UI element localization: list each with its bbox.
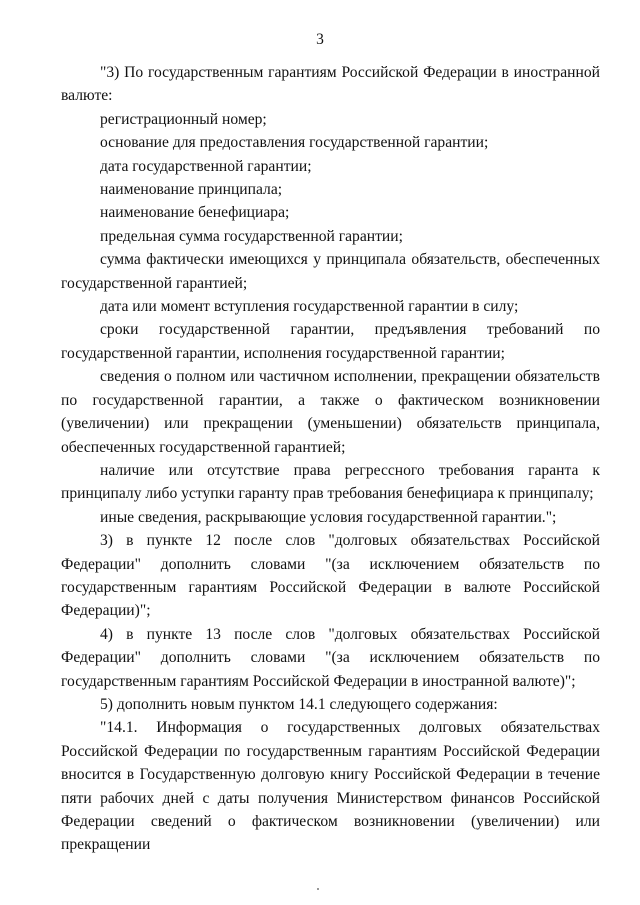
paragraph: 5) дополнить новым пунктом 14.1 следующего содержания: — [100, 695, 498, 713]
paragraph: сумма фактически имеющихся у принципала обязательств, обеспеченных государственной гарантией; — [61, 251, 600, 292]
paragraph: сведения о полном или частичном исполнении, прекращении обязательств по государственной гарантии, а также о фактическом возникновении (увеличении) или прекращении (уменьшении) обязательств принципала, обеспеченных государственной гарантией; — [61, 368, 600, 456]
paragraph: наименование бенефициара; — [100, 204, 290, 222]
paragraph: сроки государственной гарантии, предъявления требований по государственной гарантии, исполнения государственной гарантии; — [61, 321, 600, 362]
paragraph: наличие или отсутствие права регрессного требования гаранта к принципалу либо уступки гаранту прав требования бенефициара к принципалу; — [61, 461, 600, 503]
paragraph: 4) в пункте 13 после слов "долговых обязательствах Российской Федерации" дополнить словами "(за исключением обязательств по государственным гарантиям Российской Федерации в иностранной валюте)"; — [61, 625, 600, 690]
page-number: 3 — [316, 31, 324, 48]
document-body — [61, 61, 600, 857]
paragraph: предельная сумма государственной гарантии; — [100, 227, 403, 245]
paragraph: "14.1. Информация о государственных долговых обязательствах Российской Федерации по государственным гарантиям Российской Федерации вносится в Государственную долговую книгу Российской Федерации в течение пяти рабочих дней с даты получения Министерством финансов Российской Федерации сведений о фактическом возникновении (увеличении) или прекращении — [61, 719, 600, 854]
scan-artifact — [317, 888, 319, 890]
paragraph: дата государственной гарантии; — [100, 157, 312, 175]
paragraph: наименование принципала; — [100, 181, 283, 199]
paragraph: "3) По государственным гарантиям Российской Федерации в иностранной валюте: — [61, 64, 600, 105]
paragraph: основание для предоставления государственной гарантии; — [100, 134, 489, 152]
paragraph: 3) в пункте 12 после слов "долговых обязательствах Российской Федерации" дополнить словами "(за исключением обязательств по государственным гарантиям Российской Федерации в валюте Российской Федерации)"; — [61, 532, 600, 620]
paragraph: дата или момент вступления государственной гарантии в силу; — [100, 298, 519, 316]
paragraph: регистрационный номер; — [100, 110, 267, 128]
paragraph: иные сведения, раскрывающие условия государственной гарантии."; — [100, 508, 557, 526]
